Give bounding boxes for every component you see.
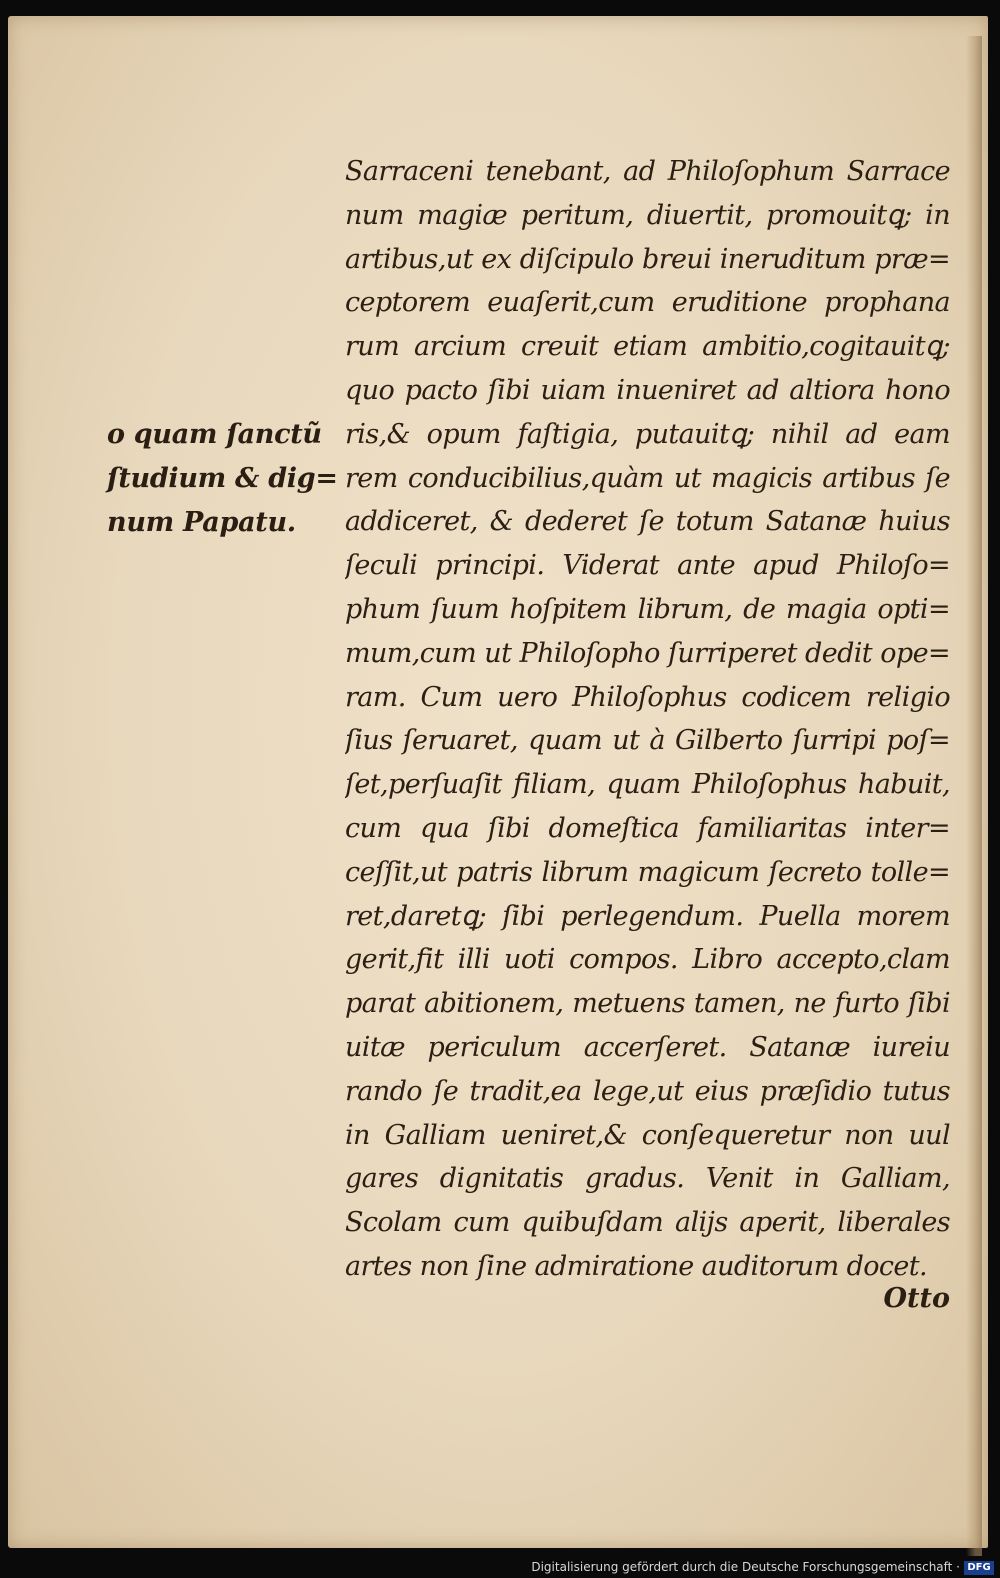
dfg-logo-icon: DFG bbox=[964, 1561, 994, 1575]
marginal-note-line: num Papatu. bbox=[107, 507, 296, 538]
text-line: ceptorem euaſerit,cum eruditione prophana bbox=[345, 287, 950, 319]
text-line: gerit,fit illi uoti compos. Libro accepto,clam bbox=[345, 944, 950, 976]
text-line: ceſſit,ut patris librum magicum ſecreto tolle= bbox=[345, 856, 950, 888]
text-line: ſet,perſuaſit filiam, quam Philoſophus habuit, bbox=[345, 769, 950, 801]
marginal-note-line: ſtudium & dig= bbox=[107, 463, 338, 494]
text-line: Scolam cum quibuſdam alijs aperit, liberales bbox=[345, 1207, 950, 1239]
text-line: quo pacto ſibi uiam inueniret ad altiora hono bbox=[345, 374, 950, 406]
text-line: ſeculi principi. Viderat ante apud Philoſo= bbox=[345, 550, 950, 582]
catchword: Otto bbox=[883, 1283, 950, 1314]
text-line: addiceret, & dederet ſe totum Satanæ huius bbox=[345, 506, 950, 538]
marginal-note-line: o quam ſanctũ bbox=[107, 419, 322, 450]
text-line: rando ſe tradit,ea lege,ut eius præſidio tutus bbox=[345, 1075, 950, 1107]
text-line: num magiæ peritum, diuertit, promouitꝗ; in bbox=[345, 199, 950, 231]
text-line: ris,& opum faſtigia, putauitꝗ; nihil ad eam bbox=[345, 418, 950, 450]
text-line: ram. Cum uero Philoſophus codicem religio bbox=[345, 681, 950, 713]
text-line: mum,cum ut Philoſopho ſurriperet dedit ope= bbox=[345, 637, 950, 669]
text-line: ret,daretꝗ; ſibi perlegendum. Puella morem bbox=[345, 900, 950, 932]
text-line: parat abitionem, metuens tamen, ne furto ſibi bbox=[345, 988, 950, 1020]
main-text-block bbox=[345, 150, 950, 1289]
text-line: artibus,ut ex diſcipulo breui ineruditum præ= bbox=[345, 243, 950, 275]
text-line: rem conducibilius,quàm ut magicis artibus ſe bbox=[345, 462, 950, 494]
text-line: uitæ periculum accerſeret. Satanæ iureiu bbox=[345, 1031, 950, 1063]
page-edge-shadow bbox=[966, 36, 982, 1556]
text-line: gares dignitatis gradus. Venit in Galliam, bbox=[345, 1163, 950, 1195]
text-line: ſius ſeruaret, quam ut à Gilberto ſurripi poſ= bbox=[345, 725, 950, 757]
marginal-note bbox=[107, 413, 343, 545]
text-line: in Galliam ueniret,& conſequeretur non uul bbox=[345, 1119, 950, 1151]
digitization-credit: Digitalisierung gefördert durch die Deutsche Forschungsgemeinschaft · bbox=[531, 1560, 960, 1574]
text-line: cum qua ſibi domeſtica familiaritas inter= bbox=[345, 812, 950, 844]
text-line: phum ſuum hoſpitem librum, de magia opti= bbox=[345, 593, 950, 625]
text-line: artes non ſine admiratione auditorum docet. bbox=[345, 1250, 928, 1282]
text-line: rum arcium creuit etiam ambitio,cogitauitꝗ; bbox=[345, 331, 950, 363]
text-line: Sarraceni tenebant, ad Philoſophum Sarrace bbox=[345, 156, 950, 187]
